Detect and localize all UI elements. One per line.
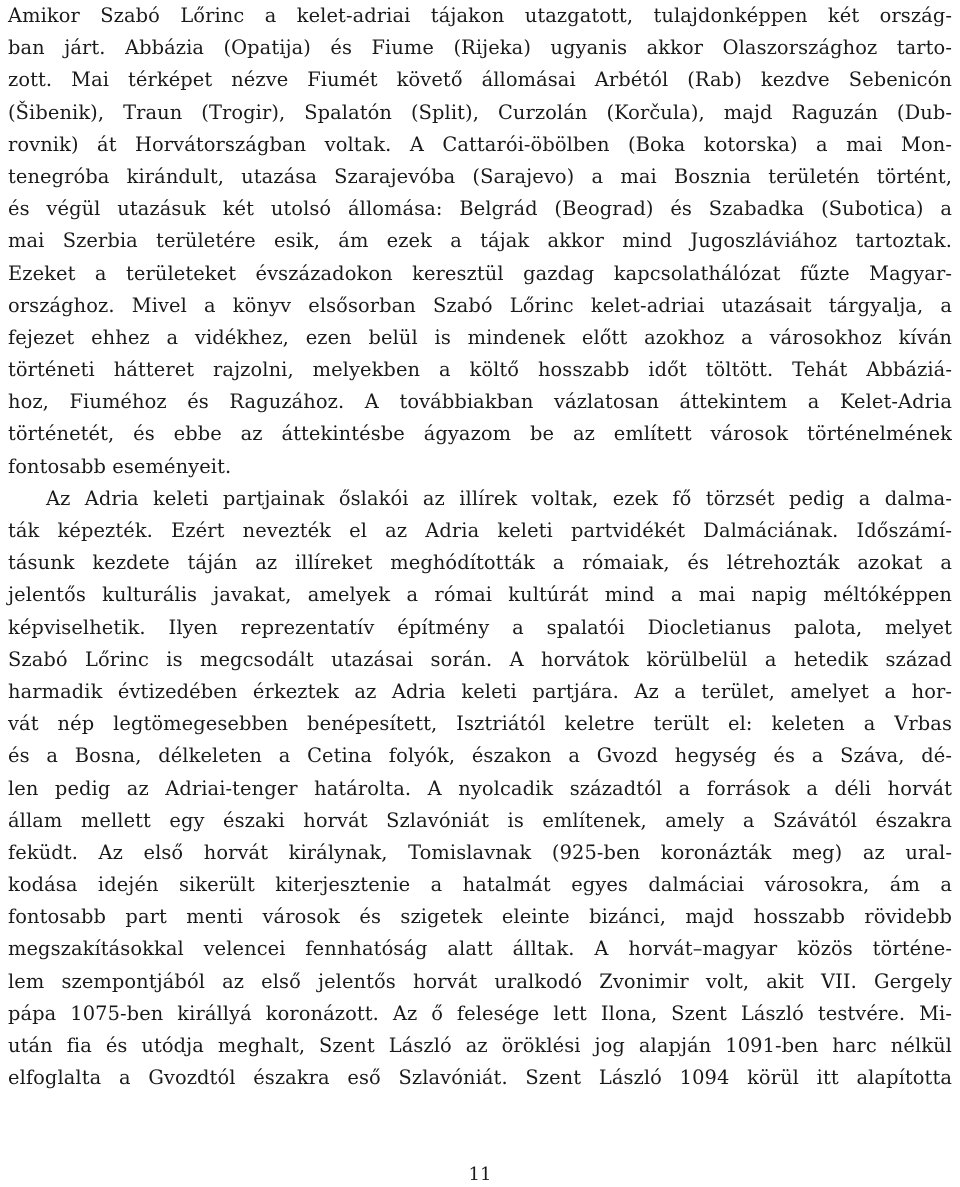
text-line: megszakításokkal velencei fennhatóság alatt álltak. A horvát–magyar közös történe- bbox=[8, 937, 952, 961]
text-line: Az Adria keleti partjainak őslakói az illírek voltak, ezek fő törzsét pedig a dalma- bbox=[46, 486, 952, 510]
text-line: ban járt. Abbázia (Opatija) és Fiume (Rijeka) ugyanis akkor Olaszországhoz tarto- bbox=[8, 36, 952, 60]
text-line: kodása idején sikerült kiterjesztenie a hatalmát egyes dalmáciai városokra, ám a bbox=[8, 873, 952, 897]
text-line: harmadik évtizedében érkeztek az Adria keleti partjára. Az a terület, amelyet a hor- bbox=[8, 679, 952, 703]
text-line: tenegróba kirándult, utazása Szarajevóba (Sarajevo) a mai Bosznia területén történt, bbox=[8, 164, 952, 188]
text-line: ták képezték. Ezért nevezték el az Adria keleti partvidékét Dalmáciának. Időszámí- bbox=[8, 519, 952, 542]
text-line: történetét, és ebbe az áttekintésbe ágyazom be az említett városok történelmének bbox=[8, 422, 952, 446]
text-line: tásunk kezdete táján az illíreket meghódították a rómaiak, és létrehozták azokat a bbox=[8, 551, 952, 575]
text-line: feküdt. Az első horvát királynak, Tomislavnak (925-ben koronázták meg) az ural- bbox=[8, 840, 952, 864]
text-line: és a Bosna, délkeleten a Cetina folyók, északon a Gvozd hegység és a Száva, dé- bbox=[8, 744, 952, 768]
text-line: jelentős kulturális javakat, amelyek a római kultúrát mind a mai napig méltóképpen bbox=[8, 583, 952, 607]
text-line: fontosabb part menti városok és szigetek eleinte bizánci, majd hosszabb rövidebb bbox=[8, 905, 952, 929]
text-line: pápa 1075-ben királlyá koronázott. Az ő felesége lett Ilona, Szent László testvére. Mi- bbox=[8, 1001, 952, 1025]
text-line: rovnik) át Horvátországban voltak. A Cattarói-öbölben (Boka kotorska) a mai Mon- bbox=[8, 132, 952, 156]
text-line: (Šibenik), Traun (Trogir), Spalatón (Split), Curzolán (Korčula), majd Raguzán (Dub- bbox=[8, 100, 952, 124]
text-line: vát nép legtömegesebben benépesített, Isztriától keletre terült el: keleten a Vrbas bbox=[8, 712, 952, 736]
paragraph bbox=[8, 483, 952, 1095]
page-number: 11 bbox=[468, 1164, 492, 1185]
text-line: képviselhetik. Ilyen reprezentatív építmény a spalatói Diocletianus palota, melyet bbox=[8, 615, 952, 639]
text-line: történeti hátteret rajzolni, melyekben a költő hosszabb időt töltött. Tehát Abbáziá- bbox=[8, 358, 952, 382]
paragraph bbox=[8, 0, 952, 483]
text-line: után fia és utódja meghalt, Szent László az öröklési jog alapján 1091-ben harc nélkül bbox=[8, 1034, 952, 1057]
text-line: lem szempontjából az első jelentős horvát uralkodó Zvonimir volt, akit VII. Gergely bbox=[8, 969, 952, 993]
text-line: zott. Mai térképet nézve Fiumét követő állomásai Arbétól (Rab) kezdve Sebenicón bbox=[8, 68, 952, 92]
text-line: Amikor Szabó Lőrinc a kelet-adriai tájakon utazgatott, tulajdonképpen két ország- bbox=[8, 4, 952, 27]
text-line: Ezeket a területeket évszázadokon keresztül gazdag kapcsolathálózat fűzte Magyar- bbox=[8, 261, 952, 285]
text-line: hoz, Fiuméhoz és Raguzához. A továbbiakban vázlatosan áttekintem a Kelet-Adria bbox=[8, 390, 952, 414]
text-line: állam mellett egy északi horvát Szlavóniát is említenek, amely a Szávától északra bbox=[8, 808, 952, 832]
text-line: országhoz. Mivel a könyv elsősorban Szabó Lőrinc kelet-adriai utazásait tárgyalja, a bbox=[8, 293, 952, 317]
text-line: és végül utazásuk két utolsó állomása: Belgrád (Beograd) és Szabadka (Subotica) a bbox=[8, 197, 952, 221]
text-line: Szabó Lőrinc is megcsodált utazásai során. A horvátok körülbelül a hetedik század bbox=[8, 647, 952, 671]
text-line: len pedig az Adriai-tenger határolta. A nyolcadik századtól a források a déli horvát bbox=[8, 776, 952, 800]
text-line: mai Szerbia területére esik, ám ezek a tájak akkor mind Jugoszláviához tartoztak. bbox=[8, 229, 952, 253]
document-body bbox=[8, 0, 952, 1094]
text-line: fejezet ehhez a vidékhez, ezen belül is mindenek előtt azokhoz a városokhoz kíván bbox=[8, 325, 952, 349]
text-line: fontosabb eseményeit. bbox=[8, 454, 232, 478]
text-line: elfoglalta a Gvozdtól északra eső Szlavóniát. Szent László 1094 körül itt alapította bbox=[8, 1066, 952, 1090]
